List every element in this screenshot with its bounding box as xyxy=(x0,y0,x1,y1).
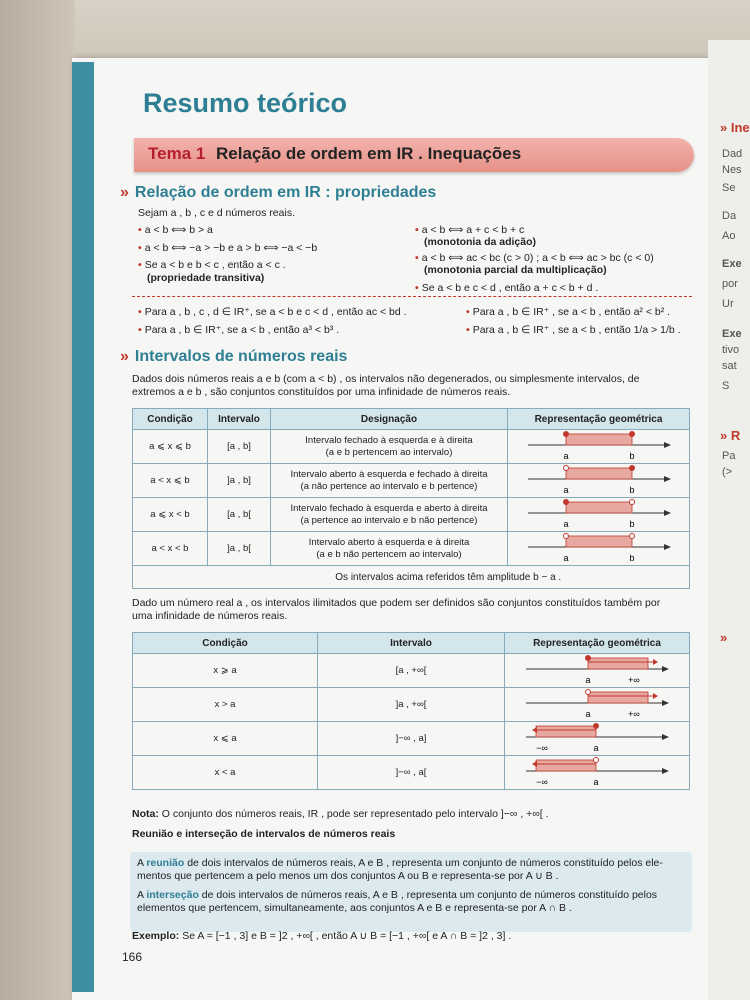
endpoint-label-b: b xyxy=(628,484,635,495)
amplitude-note: Os intervalos acima referidos têm amplitude b − a . xyxy=(208,566,690,589)
union-definition: mentos que pertencem a pelo menos um dos conjuntos A ou B e representa-se por A ∪ B . xyxy=(137,870,559,882)
interval-cell: [a , b] xyxy=(208,430,271,464)
designation-cell: Intervalo aberto à esquerda e fechado à direita (a não pertence ao intervalo e b pertence) xyxy=(271,464,508,498)
infinity-label: −∞ xyxy=(536,776,548,787)
infinity-label: −∞ xyxy=(536,742,548,753)
page-title: Resumo teórico xyxy=(143,88,348,118)
side-snippet: Da xyxy=(722,210,737,222)
condition-cell: x ⩾ a xyxy=(133,654,318,688)
interval-fill xyxy=(536,760,596,771)
intersection-definition: A interseção de dois intervalos de números reais, A e B , representa um conjunto de números constituído pelos xyxy=(137,889,658,901)
side-snippet: sat xyxy=(722,360,737,372)
geometric-representation xyxy=(505,722,690,756)
property-note: (monotonia da adição) xyxy=(424,236,537,248)
endpoint-label-a: a xyxy=(562,450,569,461)
side-snippet: » xyxy=(720,630,728,645)
interval-fill xyxy=(566,536,632,547)
table-row xyxy=(133,654,690,688)
properties-intro: Sejam a , b , c e d números reais. xyxy=(138,207,295,219)
bullet-icon: • xyxy=(415,252,419,264)
side-snippet: Se xyxy=(722,182,736,194)
table-row xyxy=(133,722,690,756)
property-item: • a < b ⟺ −a > −b e a > b ⟺ −a < −b xyxy=(138,242,318,254)
designation-cell: Intervalo aberto à esquerda e à direita (a e b não pertencem ao intervalo) xyxy=(271,532,508,566)
condition-cell: a < x < b xyxy=(133,532,208,566)
closed-endpoint xyxy=(594,723,599,728)
chevron-icon: » xyxy=(120,348,129,365)
interval-diagram xyxy=(524,533,674,565)
section-heading-properties: » Relação de ordem em IR : propriedades xyxy=(120,184,437,201)
arrow-head-icon xyxy=(664,476,671,482)
designation-cell: Intervalo fechado à esquerda e aberto à direita (a pertence ao intervalo e b não pertence) xyxy=(271,498,508,532)
property-item: • Para a , b ∈ IR⁺ , se a < b , então 1/a > 1/b . xyxy=(466,324,681,336)
page-spine-bar xyxy=(72,62,94,992)
bullet-icon: • xyxy=(415,224,419,236)
geometric-representation xyxy=(505,756,690,790)
property-note: (monotonia parcial da multiplicação) xyxy=(424,264,607,276)
interval-diagram xyxy=(522,689,672,721)
geometric-representation xyxy=(508,532,690,566)
infinity-label: +∞ xyxy=(628,674,640,685)
interval-fill xyxy=(566,434,632,445)
interval-fill xyxy=(566,502,632,513)
endpoint-label-a: a xyxy=(562,484,569,495)
unbounded-intro: uma infinidade de números reais. xyxy=(132,610,288,622)
interval-diagram xyxy=(522,655,672,687)
unbounded-intervals-table xyxy=(132,632,690,790)
example-line: Exemplo: Se A = [−1 , 3] e B = ]2 , +∞[ , então A ∪ B = [−1 , +∞[ e A ∩ B = ]2 , 3] . xyxy=(132,930,512,942)
property-item: • Se a < b e c < d , então a + c < b + d . xyxy=(415,282,599,294)
open-endpoint xyxy=(629,533,634,538)
note-line: Nota: O conjunto dos números reais, IR , pode ser representado pelo intervalo ]−∞ , +∞[ . xyxy=(132,808,549,820)
condition-cell: a ⩽ x < b xyxy=(133,498,208,532)
interval-cell: ]a , +∞[ xyxy=(318,688,505,722)
endpoint-label-a: a xyxy=(593,742,599,753)
table-header: Intervalo xyxy=(208,409,271,430)
table-header: Representação geométrica xyxy=(505,633,690,654)
bullet-icon: • xyxy=(138,259,142,271)
designation-cell: Intervalo fechado à esquerda e à direita (a e b pertencem ao intervalo) xyxy=(271,430,508,464)
side-snippet: Nes xyxy=(722,164,742,176)
closed-endpoint xyxy=(586,655,591,660)
interval-cell: [a , +∞[ xyxy=(318,654,505,688)
arrow-head-icon xyxy=(653,693,658,699)
bullet-icon: • xyxy=(138,242,142,254)
arrow-head-icon xyxy=(662,734,669,740)
table-row xyxy=(133,532,690,566)
arrow-head-icon xyxy=(662,768,669,774)
open-endpoint xyxy=(629,499,634,504)
dashed-divider xyxy=(132,296,692,297)
interval-diagram xyxy=(522,757,672,789)
endpoint-label-a: a xyxy=(562,552,569,563)
bullet-icon: • xyxy=(138,224,142,236)
interval-diagram xyxy=(524,431,674,463)
side-snippet: Ao xyxy=(722,230,736,242)
condition-cell: x > a xyxy=(133,688,318,722)
side-snippet: Dad xyxy=(722,148,743,160)
page-number: 166 xyxy=(122,950,143,964)
section-heading-intervals: » Intervalos de números reais xyxy=(120,348,348,365)
table-row xyxy=(133,498,690,532)
background-left xyxy=(0,0,75,1000)
closed-endpoint xyxy=(563,431,568,436)
interval-diagram xyxy=(524,499,674,531)
keyword-highlight: reunião xyxy=(146,857,185,869)
endpoint-label-b: b xyxy=(628,552,635,563)
closed-endpoint xyxy=(563,499,568,504)
arrow-head-icon xyxy=(664,544,671,550)
interval-diagram xyxy=(524,465,674,497)
interval-cell: ]a , b[ xyxy=(208,532,271,566)
property-item: • a < b ⟺ ac < bc (c > 0) ; a < b ⟺ ac > bc (c < 0) xyxy=(415,252,654,264)
interval-cell: ]a , b] xyxy=(208,464,271,498)
property-item: • a < b ⟺ b > a xyxy=(138,224,213,236)
table-header: Intervalo xyxy=(318,633,505,654)
table-header: Condição xyxy=(133,633,318,654)
endpoint-label-a: a xyxy=(562,518,569,529)
table-footer-row xyxy=(133,566,690,589)
table-header: Representação geométrica xyxy=(508,409,690,430)
bullet-icon: • xyxy=(466,324,470,336)
table-row xyxy=(133,464,690,498)
interval-fill xyxy=(588,692,648,703)
arrow-head-icon xyxy=(664,442,671,448)
intervals-intro: extremos a e b , são conjuntos constituídos por uma infinidade de números reais. xyxy=(132,386,511,398)
geometric-representation xyxy=(508,498,690,532)
bullet-icon: • xyxy=(138,306,142,318)
intervals-intro: Dados dois números reais a e b (com a < b) , os intervalos não degenerados, ou simplesmente intervalos, de xyxy=(132,373,640,385)
side-snippet: Exe xyxy=(722,258,742,270)
side-snippet: » R xyxy=(720,428,741,443)
property-item: • Para a , b , c , d ∈ IR⁺, se a < b e c < d , então ac < bd . xyxy=(138,306,407,318)
bullet-icon: • xyxy=(466,306,470,318)
tema-title: Relação de ordem em IR . Inequações xyxy=(216,144,522,163)
geometric-representation xyxy=(505,688,690,722)
chevron-icon: » xyxy=(120,184,129,201)
arrow-head-icon xyxy=(532,761,537,767)
property-item: • Para a , b ∈ IR⁺, se a < b , então a³ < b³ . xyxy=(138,324,340,336)
endpoint-label-a: a xyxy=(593,776,599,787)
table-row xyxy=(133,756,690,790)
intersection-definition: elementos que pertencem, simultaneamente, aos conjuntos A e B e representa-se por A ∩ B . xyxy=(137,902,572,914)
property-item: • Se a < b e b < c , então a < c . xyxy=(138,259,286,271)
background-top xyxy=(0,0,750,62)
endpoint-label-a: a xyxy=(585,674,591,685)
arrow-head-icon xyxy=(662,700,669,706)
infinity-label: +∞ xyxy=(628,708,640,719)
geometric-representation xyxy=(508,464,690,498)
side-snippet: Ur xyxy=(722,298,734,310)
open-endpoint xyxy=(563,533,568,538)
geometric-representation xyxy=(505,654,690,688)
condition-cell: a < x ⩽ b xyxy=(133,464,208,498)
interval-fill xyxy=(588,658,648,669)
property-item: • a < b ⟺ a + c < b + c xyxy=(415,224,525,236)
tema-banner xyxy=(134,138,694,172)
closed-endpoint xyxy=(629,431,634,436)
interval-fill xyxy=(566,468,632,479)
property-item: • Para a , b ∈ IR⁺ , se a < b , então a² < b² . xyxy=(466,306,671,318)
interval-fill xyxy=(536,726,596,737)
property-note: (propriedade transitiva) xyxy=(147,272,265,284)
side-snippet: » Ine xyxy=(720,120,750,135)
bounded-intervals-table xyxy=(132,408,690,589)
open-endpoint xyxy=(594,757,599,762)
side-snippet: Exe xyxy=(722,328,742,340)
adjacent-page xyxy=(708,40,750,1000)
table-row xyxy=(133,430,690,464)
unbounded-intro: Dado um número real a , os intervalos ilimitados que podem ser definidos são conjuntos constituídos também por xyxy=(132,597,661,609)
side-snippet: por xyxy=(722,278,738,290)
arrow-head-icon xyxy=(653,659,658,665)
union-intersection-heading: Reunião e interseção de intervalos de números reais xyxy=(132,828,396,840)
open-endpoint xyxy=(563,465,568,470)
condition-cell: x ⩽ a xyxy=(133,722,318,756)
geometric-representation xyxy=(508,430,690,464)
side-snippet: tivo xyxy=(722,344,740,356)
interval-cell: ]−∞ , a] xyxy=(318,722,505,756)
interval-cell: [a , b[ xyxy=(208,498,271,532)
union-definition: A reunião de dois intervalos de números reais, A e B , representa um conjunto de números constituído pelos ele- xyxy=(137,857,663,869)
bullet-icon: • xyxy=(415,282,419,294)
condition-cell: x < a xyxy=(133,756,318,790)
tema-label: Tema 1 xyxy=(148,144,206,163)
side-snippet: S xyxy=(722,380,730,392)
interval-cell: ]−∞ , a[ xyxy=(318,756,505,790)
arrow-head-icon xyxy=(664,510,671,516)
side-snippet: (> xyxy=(722,466,733,478)
side-snippet: Pa xyxy=(722,450,736,462)
keyword-highlight: interseção xyxy=(146,889,199,901)
endpoint-label-b: b xyxy=(628,518,635,529)
table-header: Condição xyxy=(133,409,208,430)
interval-diagram xyxy=(522,723,672,755)
arrow-head-icon xyxy=(662,666,669,672)
table-header: Designação xyxy=(271,409,508,430)
open-endpoint xyxy=(586,689,591,694)
arrow-head-icon xyxy=(532,727,537,733)
endpoint-label-b: b xyxy=(628,450,635,461)
closed-endpoint xyxy=(629,465,634,470)
endpoint-label-a: a xyxy=(585,708,591,719)
condition-cell: a ⩽ x ⩽ b xyxy=(133,430,208,464)
bullet-icon: • xyxy=(138,324,142,336)
table-row xyxy=(133,688,690,722)
